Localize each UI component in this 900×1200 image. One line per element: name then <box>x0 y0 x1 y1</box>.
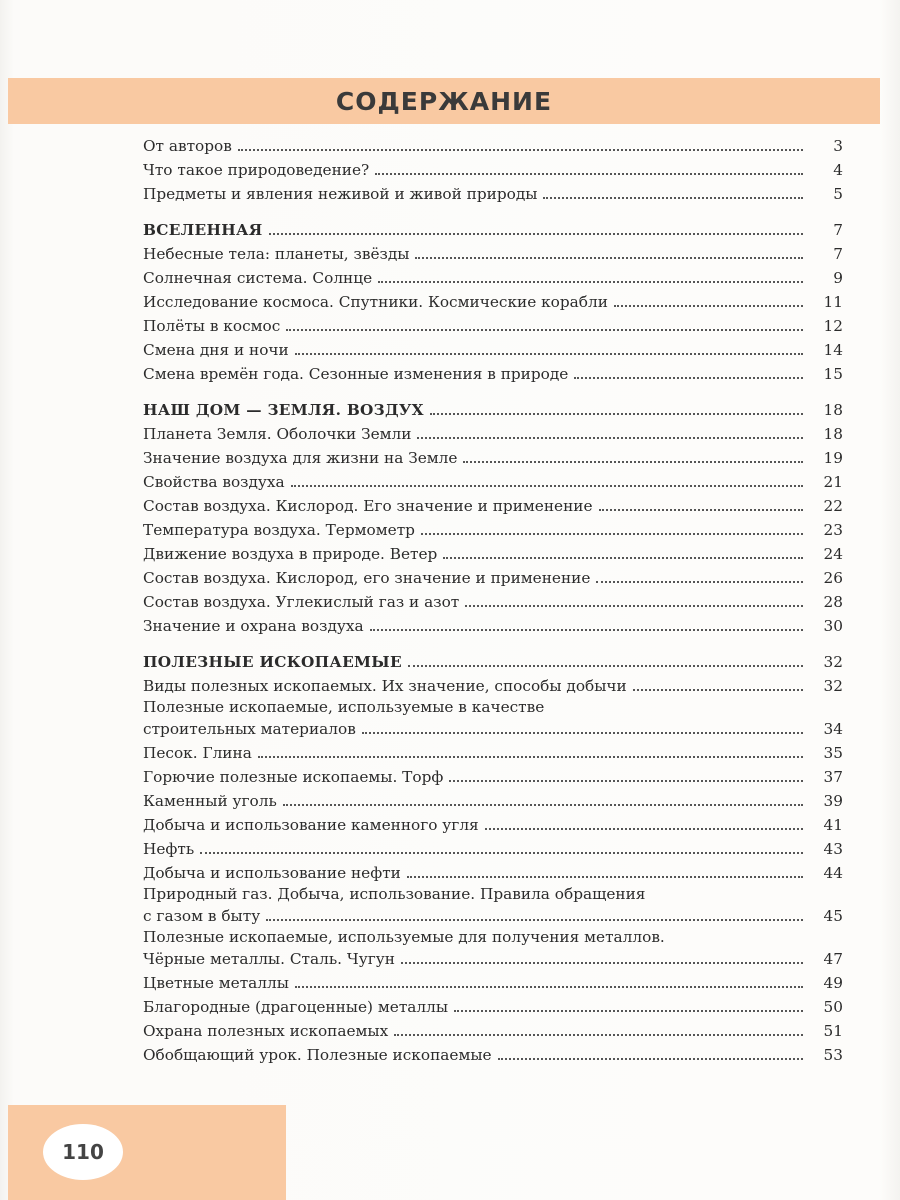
dot-leader <box>407 876 803 878</box>
dot-leader <box>543 197 803 199</box>
page-number: 110 <box>43 1124 123 1180</box>
toc-page-number: 45 <box>823 907 843 925</box>
toc-page-number: 23 <box>823 521 843 539</box>
toc-page-number: 51 <box>823 1022 843 1040</box>
dot-leader <box>485 828 803 830</box>
dot-leader <box>408 665 803 667</box>
toc-entry <box>143 158 843 182</box>
toc-page-number: 47 <box>823 950 843 968</box>
dot-leader <box>295 353 803 355</box>
toc-page-number: 41 <box>823 816 843 834</box>
dot-leader <box>454 1010 803 1012</box>
toc-entry-title: Смена времён года. Сезонные изменения в природе <box>143 365 569 383</box>
toc-entry-title: Состав воздуха. Углекислый газ и азот <box>143 593 460 611</box>
section-title: ВСЕЛЕННАЯ <box>143 221 263 239</box>
toc-page-number: 18 <box>823 425 843 443</box>
dot-leader <box>415 257 803 259</box>
toc-entry-title: Горючие полезные ископаемы. Торф <box>143 768 444 786</box>
dot-leader <box>465 605 803 607</box>
toc-entry <box>143 885 843 928</box>
toc-entry-title: Свойства воздуха <box>143 473 285 491</box>
toc-entry <box>143 182 843 206</box>
toc-page-number: 24 <box>823 545 843 563</box>
toc-entry <box>143 741 843 765</box>
toc-entry <box>143 861 843 885</box>
toc-page-number: 7 <box>833 221 843 239</box>
dot-leader <box>599 509 803 511</box>
dot-leader <box>498 1058 803 1060</box>
dot-leader <box>633 689 803 691</box>
dot-leader <box>417 437 803 439</box>
toc-entry <box>143 494 843 518</box>
dot-leader <box>258 756 803 758</box>
toc-entry-title: Нефть <box>143 840 195 858</box>
toc-entry-title: Небесные тела: планеты, звёзды <box>143 245 410 263</box>
toc-entry-title: Движение воздуха в природе. Ветер <box>143 545 438 563</box>
toc-entry <box>143 971 843 995</box>
toc-page-number: 35 <box>823 744 843 762</box>
toc-entry <box>143 674 843 698</box>
dot-leader <box>614 305 803 307</box>
dot-leader <box>596 581 803 583</box>
toc-page-number: 14 <box>823 341 843 359</box>
dot-leader <box>200 852 803 854</box>
toc-entry <box>143 518 843 542</box>
toc-page-number: 18 <box>823 401 843 419</box>
toc-entry <box>143 470 843 494</box>
toc-entry-line <box>143 717 843 741</box>
toc-entry-title: Виды полезных ископаемых. Их значение, способы добычи <box>143 677 627 695</box>
toc-entry-title: Планета Земля. Оболочки Земли <box>143 425 412 443</box>
toc-entry-title: Полёты в космос <box>143 317 281 335</box>
toc-entry <box>143 837 843 861</box>
toc-section-heading <box>143 650 843 674</box>
header-band <box>8 78 880 124</box>
toc-entry <box>143 542 843 566</box>
dot-leader <box>430 413 803 415</box>
toc-page-number: 32 <box>823 653 843 671</box>
toc-entry <box>143 789 843 813</box>
page-title: СОДЕРЖАНИЕ <box>335 86 553 116</box>
toc-entry-title-line1: Природный газ. Добыча, использование. Правила обращения <box>143 885 646 903</box>
toc-entry-title: Добыча и использование каменного угля <box>143 816 479 834</box>
toc-entry <box>143 590 843 614</box>
toc-entry-title-line1: Полезные ископаемые, используемые в качестве <box>143 698 545 716</box>
toc-page-number: 9 <box>833 269 843 287</box>
toc-entry <box>143 566 843 590</box>
dot-leader <box>370 629 803 631</box>
toc-page-number: 32 <box>823 677 843 695</box>
table-of-contents <box>143 134 843 1067</box>
toc-entry <box>143 698 843 741</box>
toc-entry-title: Температура воздуха. Термометр <box>143 521 415 539</box>
toc-page-number: 39 <box>823 792 843 810</box>
dot-leader <box>421 533 803 535</box>
dot-leader <box>362 732 803 734</box>
toc-section-heading <box>143 398 843 422</box>
toc-page-number: 15 <box>823 365 843 383</box>
toc-page-number: 3 <box>833 137 843 155</box>
toc-entry-line <box>143 947 843 971</box>
toc-entry-title: Состав воздуха. Кислород, его значение и применение <box>143 569 591 587</box>
toc-page-number: 37 <box>823 768 843 786</box>
toc-entry-title: Охрана полезных ископаемых <box>143 1022 389 1040</box>
dot-leader <box>378 281 803 283</box>
toc-page-number: 43 <box>823 840 843 858</box>
toc-entry <box>143 1019 843 1043</box>
toc-entry-title: Песок. Глина <box>143 744 252 762</box>
toc-entry-title: От авторов <box>143 137 232 155</box>
toc-entry <box>143 422 843 446</box>
toc-entry-title: Цветные металлы <box>143 974 289 992</box>
dot-leader <box>291 485 803 487</box>
toc-entry-title: Обобщающий урок. Полезные ископаемые <box>143 1046 492 1064</box>
dot-leader <box>286 329 803 331</box>
toc-entry <box>143 362 843 386</box>
dot-leader <box>295 986 803 988</box>
toc-section-heading <box>143 218 843 242</box>
toc-page-number: 53 <box>823 1046 843 1064</box>
toc-entry-title: Значение воздуха для жизни на Земле <box>143 449 458 467</box>
dot-leader <box>375 173 803 175</box>
toc-entry <box>143 614 843 638</box>
toc-entry <box>143 290 843 314</box>
toc-entry-line <box>143 904 843 928</box>
toc-entry-title: Значение и охрана воздуха <box>143 617 364 635</box>
toc-entry-title: Солнечная система. Солнце <box>143 269 373 287</box>
toc-entry <box>143 813 843 837</box>
toc-entry-title: Исследование космоса. Спутники. Космические корабли <box>143 293 608 311</box>
toc-page-number: 34 <box>823 720 843 738</box>
toc-page-number: 21 <box>823 473 843 491</box>
toc-entry-title: с газом в быту <box>143 907 261 925</box>
toc-entry-title: Состав воздуха. Кислород. Его значение и применение <box>143 497 593 515</box>
toc-entry <box>143 995 843 1019</box>
dot-leader <box>401 962 803 964</box>
toc-entry-title: Предметы и явления неживой и живой природы <box>143 185 538 203</box>
toc-page-number: 30 <box>823 617 843 635</box>
toc-entry-title: Чёрные металлы. Сталь. Чугун <box>143 950 395 968</box>
dot-leader <box>449 780 803 782</box>
toc-page-number: 44 <box>823 864 843 882</box>
toc-entry <box>143 446 843 470</box>
toc-page-number: 28 <box>823 593 843 611</box>
toc-page-number: 22 <box>823 497 843 515</box>
section-title: ПОЛЕЗНЫЕ ИСКОПАЕМЫЕ <box>143 653 402 671</box>
toc-entry-title: строительных материалов <box>143 720 356 738</box>
toc-entry <box>143 1043 843 1067</box>
toc-entry-title: Добыча и использование нефти <box>143 864 401 882</box>
toc-entry <box>143 242 843 266</box>
toc-entry <box>143 765 843 789</box>
toc-page-number: 50 <box>823 998 843 1016</box>
toc-entry <box>143 928 843 971</box>
toc-page-number: 11 <box>823 293 843 311</box>
toc-entry <box>143 314 843 338</box>
section-title: НАШ ДОМ — ЗЕМЛЯ. ВОЗДУХ <box>143 401 424 419</box>
toc-page-number: 7 <box>833 245 843 263</box>
dot-leader <box>394 1034 803 1036</box>
toc-entry-title: Смена дня и ночи <box>143 341 289 359</box>
dot-leader <box>266 919 803 921</box>
toc-entry <box>143 134 843 158</box>
toc-entry-title-line1: Полезные ископаемые, используемые для получения металлов. <box>143 928 665 946</box>
dot-leader <box>238 149 803 151</box>
dot-leader <box>443 557 803 559</box>
toc-entry-title: Благородные (драгоценные) металлы <box>143 998 449 1016</box>
toc-page-number: 19 <box>823 449 843 467</box>
dot-leader <box>269 233 803 235</box>
dot-leader <box>574 377 803 379</box>
toc-entry <box>143 266 843 290</box>
toc-entry <box>143 338 843 362</box>
toc-page-number: 4 <box>833 161 843 179</box>
toc-entry-title: Что такое природоведение? <box>143 161 370 179</box>
toc-page-number: 12 <box>823 317 843 335</box>
dot-leader <box>463 461 803 463</box>
toc-page-number: 49 <box>823 974 843 992</box>
toc-page-number: 26 <box>823 569 843 587</box>
toc-page-number: 5 <box>833 185 843 203</box>
toc-entry-title: Каменный уголь <box>143 792 277 810</box>
dot-leader <box>283 804 803 806</box>
